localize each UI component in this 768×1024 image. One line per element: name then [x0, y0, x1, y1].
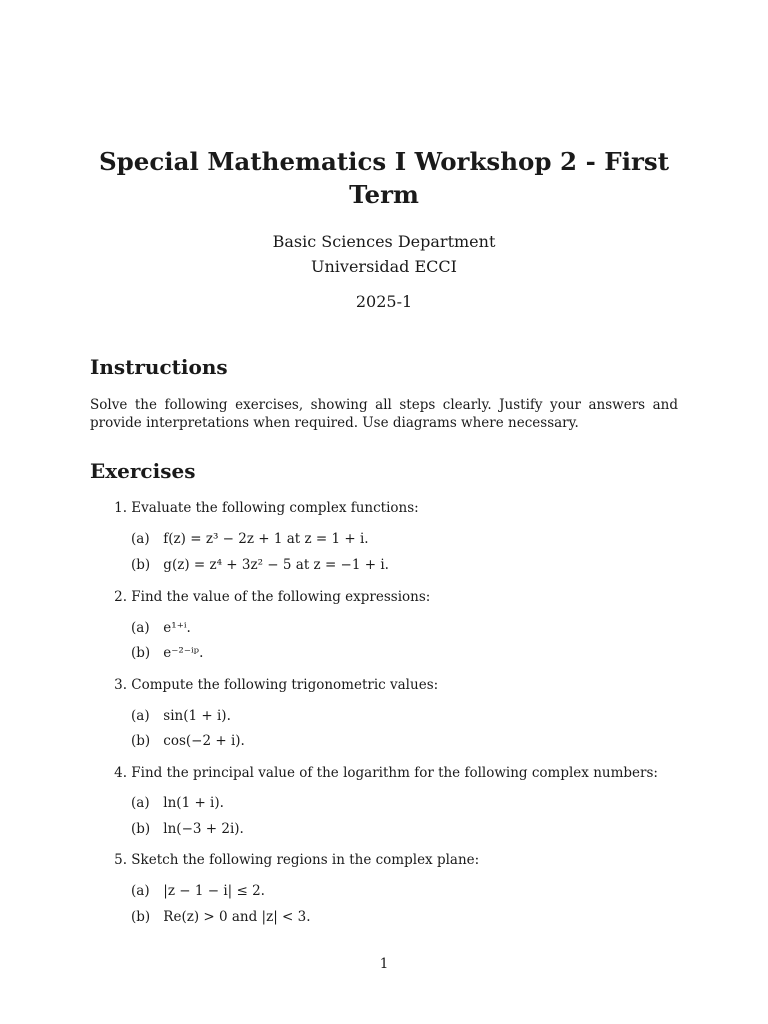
- part-label: (a): [131, 531, 150, 547]
- part-expression: e¹⁺ⁱ.: [163, 620, 191, 636]
- part-label: (a): [131, 795, 150, 811]
- university: Universidad ECCI: [311, 257, 457, 276]
- exercise-text: Compute the following trigonometric values:: [131, 677, 439, 693]
- exercise-part: [131, 557, 389, 573]
- part-expression: f(z) = z³ − 2z + 1 at z = 1 + i.: [163, 531, 369, 547]
- exercise-part: [131, 645, 203, 661]
- part-expression: Re(z) > 0 and |z| < 3.: [163, 909, 311, 925]
- exercise-part: [131, 795, 224, 811]
- part-label: (b): [131, 821, 151, 837]
- part-label: (b): [131, 645, 151, 661]
- part-expression: sin(1 + i).: [163, 708, 231, 724]
- page-number: 1: [379, 956, 389, 972]
- instructions-heading: Instructions: [90, 355, 228, 379]
- part-expression: ln(1 + i).: [163, 795, 224, 811]
- exercise-part: [131, 620, 191, 636]
- part-label: (b): [131, 557, 151, 573]
- exercise-number: 5.: [114, 852, 127, 868]
- part-expression: e⁻²⁻ⁱᵖ.: [163, 645, 204, 661]
- instructions-text: Solve the following exercises, showing all steps clearly. Justify your answers and provide interpretations when required. Use diagrams where necessary.: [90, 397, 678, 431]
- exercise-item: [90, 852, 479, 868]
- part-label: (a): [131, 708, 150, 724]
- exercise-item: [90, 500, 419, 516]
- part-label: (b): [131, 733, 151, 749]
- exercise-text: Find the value of the following expressions:: [131, 589, 431, 605]
- exercise-part: [131, 909, 311, 925]
- part-expression: g(z) = z⁴ + 3z² − 5 at z = −1 + i.: [163, 557, 389, 573]
- exercise-part: [131, 733, 245, 749]
- term: 2025-1: [355, 292, 413, 311]
- part-label: (b): [131, 909, 151, 925]
- exercise-part: [131, 883, 265, 899]
- part-expression: ln(−3 + 2i).: [163, 821, 244, 837]
- exercise-number: 2.: [114, 589, 127, 605]
- exercise-number: 1.: [114, 500, 127, 516]
- exercise-item: [90, 765, 658, 781]
- exercises-heading: Exercises: [90, 459, 196, 483]
- exercise-text: Sketch the following regions in the complex plane:: [131, 852, 480, 868]
- document-title: Special Mathematics I Workshop 2 - First Term: [98, 147, 670, 209]
- part-label: (a): [131, 620, 150, 636]
- exercise-item: [90, 677, 438, 693]
- exercise-part: [131, 531, 369, 547]
- exercise-part: [131, 708, 231, 724]
- exercise-part: [131, 821, 244, 837]
- exercise-number: 4.: [114, 765, 127, 781]
- part-expression: cos(−2 + i).: [163, 733, 245, 749]
- exercise-number: 3.: [114, 677, 127, 693]
- exercise-text: Find the principal value of the logarithm for the following complex numbers:: [131, 765, 658, 781]
- exercise-text: Evaluate the following complex functions:: [131, 500, 419, 516]
- part-label: (a): [131, 883, 150, 899]
- department: Basic Sciences Department: [272, 232, 496, 251]
- part-expression: |z − 1 − i| ≤ 2.: [163, 883, 265, 899]
- exercise-item: [90, 589, 430, 605]
